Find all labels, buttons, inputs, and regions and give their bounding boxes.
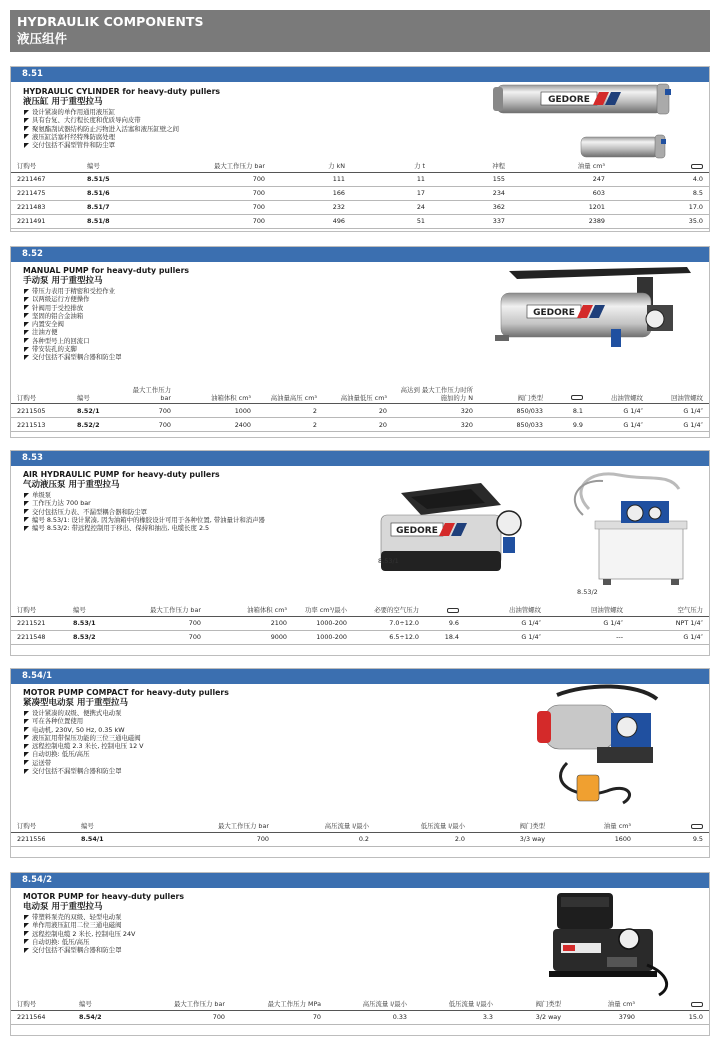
col-header: 高压流量 l/最小 [275, 823, 375, 832]
table-cell: G 1/4″ [649, 404, 709, 418]
table-cell: G 1/4″ [589, 404, 649, 418]
table-cell: --- [547, 630, 629, 644]
feature-item: 带压力表用于精密和受控作业 [23, 287, 121, 295]
section-title [23, 892, 184, 912]
section-8-54-1 [10, 668, 710, 858]
table-cell: 9.6 [425, 616, 465, 630]
table-cell: 17.0 [611, 200, 709, 214]
weight-icon [571, 395, 583, 400]
col-header: 最大工作压力 MPa [231, 1001, 327, 1010]
table-cell: 700 [135, 1010, 231, 1024]
table-cell: 20 [323, 404, 393, 418]
table-cell: 7.0÷12.0 [353, 616, 425, 630]
svg-text:GEDORE: GEDORE [396, 526, 438, 536]
order-number: 2211556 [11, 832, 75, 846]
col-header: 订购号 [11, 823, 75, 832]
table-cell: 3.3 [413, 1010, 499, 1024]
table-cell: 496 [271, 214, 351, 228]
order-number: 2211483 [11, 200, 81, 214]
col-header: 最大工作压力 bar [175, 823, 275, 832]
col-header: 阀门类型 [499, 1001, 567, 1010]
feature-item: 各种型号上的回流口 [23, 337, 121, 345]
col-header: 油箱体积 cm³ [207, 607, 293, 616]
order-number: 2211505 [11, 404, 71, 418]
col-header: 回油管螺纹 [547, 607, 629, 616]
table-cell: 111 [271, 172, 351, 186]
col-header: 油量 cm³ [567, 1001, 641, 1010]
feature-item: 单级泵 [23, 491, 265, 499]
table-cell: 700 [175, 832, 275, 846]
col-header: 功率 cm³/最小 [293, 607, 353, 616]
col-header: 油量 cm³ [551, 823, 637, 832]
table-cell: 24 [351, 200, 431, 214]
section-number: 8.54/2 [11, 873, 709, 888]
feature-item: 交付包括不漏型耦合器和防尘罩 [23, 767, 144, 775]
section-title [23, 470, 220, 490]
col-header: 高达到 最大工作压力时所施加的力 N [393, 387, 479, 404]
table-cell: 2100 [207, 616, 293, 630]
feature-item: 交付包括不漏型耦合器和防尘罩 [23, 353, 121, 361]
table-cell: 17 [351, 186, 431, 200]
feature-list [23, 913, 135, 954]
col-header: 高压流量 l/最小 [327, 1001, 413, 1010]
col-header: 低压流量 l/最小 [375, 823, 471, 832]
page-title: HYDRAULIK COMPONENTS [17, 14, 204, 29]
weight-icon [691, 824, 703, 829]
col-header: 订购号 [11, 607, 67, 616]
col-header-weight [641, 1001, 709, 1010]
col-header-weight [637, 823, 709, 832]
feature-list [23, 709, 144, 775]
col-header: 最大工作压力 bar [121, 607, 207, 616]
col-header: 高油量高压 cm³ [257, 387, 323, 404]
section-title [23, 87, 220, 107]
col-header: 力 t [351, 163, 431, 172]
table-header-row [11, 387, 709, 404]
table-cell: 3/3 way [471, 832, 551, 846]
item-code: 8.51/8 [81, 214, 171, 228]
col-header: 最大工作压力 bar [171, 163, 271, 172]
table-cell: 850/033 [479, 418, 549, 432]
table-header-row [11, 823, 709, 832]
spec-table [11, 1001, 709, 1025]
table-cell: 6.5÷12.0 [353, 630, 425, 644]
feature-item: 聚氨酯刮试器结构防止污物进入活塞和液压缸壁之间 [23, 125, 179, 133]
section-8-53 [10, 450, 710, 656]
order-number: 2211548 [11, 630, 67, 644]
table-row [11, 1010, 709, 1024]
table-cell: 1600 [551, 832, 637, 846]
table-cell: 11 [351, 172, 431, 186]
col-header-weight [611, 163, 709, 172]
table-cell: 2389 [511, 214, 611, 228]
section-title-cn: 紧凑型电动泵 用于重型拉马 [23, 698, 128, 708]
table-row [11, 200, 709, 214]
section-title-en: MOTOR PUMP COMPACT for heavy-duty pullers [23, 688, 229, 697]
table-header-row [11, 607, 709, 616]
section-title-cn: 电动泵 用于重型拉马 [23, 902, 103, 912]
col-header: 必要的空气压力 [353, 607, 425, 616]
col-header: 油箱体积 cm³ [177, 387, 257, 404]
col-header: 阀门类型 [471, 823, 551, 832]
order-number: 2211513 [11, 418, 71, 432]
page-header [10, 10, 710, 52]
table-cell: 155 [431, 172, 511, 186]
air-pump-8-53-1-image [371, 475, 531, 585]
table-cell: 9.9 [549, 418, 589, 432]
item-code: 8.53/2 [67, 630, 121, 644]
table-cell: 700 [121, 630, 207, 644]
table-cell: NPT 1/4″ [629, 616, 709, 630]
feature-item: 工作压力达 700 bar [23, 499, 265, 507]
item-code: 8.51/7 [81, 200, 171, 214]
table-cell: G 1/4″ [649, 418, 709, 432]
table-cell: 232 [271, 200, 351, 214]
table-header-row [11, 1001, 709, 1010]
order-number: 2211491 [11, 214, 81, 228]
table-cell: 2 [257, 404, 323, 418]
section-number: 8.54/1 [11, 669, 709, 684]
air-pump-8-53-2-image [559, 469, 699, 589]
col-header: 空气压力 [629, 607, 709, 616]
feature-item: 坚固的铝合金油箱 [23, 312, 121, 320]
feature-item: 编号 8.53/1: 设计紧凑, 因为油箱中的橡胶设计可用于各种位置, 带油量计和消声器 [23, 516, 265, 524]
feature-item: 运送带 [23, 759, 144, 767]
col-header: 订购号 [11, 387, 71, 404]
table-cell: 0.2 [275, 832, 375, 846]
col-header: 冲程 [431, 163, 511, 172]
image-caption: 8.53/2 [577, 588, 598, 596]
manual-pump-image [487, 261, 699, 361]
table-cell: 603 [511, 186, 611, 200]
table-cell: 700 [119, 418, 177, 432]
feature-item: 具有台复、大行程长度和优质导向皮带 [23, 116, 179, 124]
section-8-51 [10, 66, 710, 232]
col-header: 编号 [81, 163, 171, 172]
table-row [11, 418, 709, 432]
item-code: 8.52/2 [71, 418, 119, 432]
order-number: 2211475 [11, 186, 81, 200]
table-cell: 0.33 [327, 1010, 413, 1024]
table-cell: 337 [431, 214, 511, 228]
col-header-weight [425, 607, 465, 616]
section-title-en: MANUAL PUMP for heavy-duty pullers [23, 266, 190, 275]
col-header: 回油管螺纹 [649, 387, 709, 404]
table-row [11, 630, 709, 644]
motor-pump-image [547, 887, 677, 999]
section-title [23, 266, 189, 286]
order-number: 2211564 [11, 1010, 73, 1024]
table-cell: 1000 [177, 404, 257, 418]
feature-item: 电动机, 230V, 50 Hz, 0.35 kW [23, 726, 144, 734]
col-header: 编号 [67, 607, 121, 616]
weight-icon [447, 608, 459, 613]
col-header: 编号 [71, 387, 119, 404]
table-cell: 35.0 [611, 214, 709, 228]
col-header: 阀门类型 [479, 387, 549, 404]
feature-item: 交付包括压力表、不漏型耦合器和防尘罩 [23, 508, 265, 516]
feature-item: 带塑料泵壳的双级、轻型电动泵 [23, 913, 135, 921]
page-subtitle: 液压组件 [17, 31, 68, 46]
col-header: 力 kN [271, 163, 351, 172]
order-number: 2211521 [11, 616, 67, 630]
feature-item: 单作用液压缸用二位三通电磁阀 [23, 921, 135, 929]
section-title-en: AIR HYDRAULIC PUMP for heavy-duty pullers [23, 470, 220, 479]
col-header: 编号 [73, 1001, 135, 1010]
col-header: 订购号 [11, 1001, 73, 1010]
section-number: 8.53 [11, 451, 709, 466]
col-header: 最大工作压力 bar [135, 1001, 231, 1010]
table-cell: 700 [121, 616, 207, 630]
table-cell: 2 [257, 418, 323, 432]
feature-list [23, 491, 265, 532]
col-header: 最大工作压力 bar [119, 387, 177, 404]
feature-item: 自动切换: 低压/高压 [23, 938, 135, 946]
table-row [11, 832, 709, 846]
feature-item: 内置安全阀 [23, 320, 121, 328]
table-row [11, 616, 709, 630]
section-number: 8.51 [11, 67, 709, 82]
table-cell: 70 [231, 1010, 327, 1024]
feature-item: 液压缸活塞杆经特殊防腐处理 [23, 133, 179, 141]
table-cell: 700 [119, 404, 177, 418]
table-cell: 9000 [207, 630, 293, 644]
order-number: 2211467 [11, 172, 81, 186]
table-cell: 8.1 [549, 404, 589, 418]
col-header: 编号 [75, 823, 175, 832]
table-cell: 1000-200 [293, 616, 353, 630]
col-header: 高油量低压 cm³ [323, 387, 393, 404]
table-cell: 247 [511, 172, 611, 186]
col-header: 出油管螺纹 [589, 387, 649, 404]
section-title-cn: 液压缸 用于重型拉马 [23, 97, 103, 107]
weight-icon [691, 1002, 703, 1007]
table-cell: G 1/4″ [465, 616, 547, 630]
table-cell: 3790 [567, 1010, 641, 1024]
feature-item: 注油方便 [23, 328, 121, 336]
section-number: 8.52 [11, 247, 709, 262]
item-code: 8.54/2 [73, 1010, 135, 1024]
item-code: 8.51/5 [81, 172, 171, 186]
table-cell: 8.5 [611, 186, 709, 200]
section-title-cn: 手动泵 用于重型拉马 [23, 276, 103, 286]
table-header-row [11, 163, 709, 172]
col-header: 油量 cm³ [511, 163, 611, 172]
svg-text:GEDORE: GEDORE [548, 95, 590, 105]
weight-icon [691, 164, 703, 169]
table-row [11, 186, 709, 200]
feature-item: 交付包括不漏型耦合器和防尘罩 [23, 946, 135, 954]
feature-item: 以两级运行方便操作 [23, 295, 121, 303]
table-cell: 4.0 [611, 172, 709, 186]
feature-list [23, 287, 121, 362]
table-cell: 700 [171, 172, 271, 186]
section-title-en: MOTOR PUMP for heavy-duty pullers [23, 892, 185, 901]
image-caption: 8.53/1 [378, 557, 399, 565]
section-title [23, 688, 229, 708]
table-row [11, 404, 709, 418]
spec-table [11, 387, 709, 432]
table-cell: 2400 [177, 418, 257, 432]
spec-table [11, 823, 709, 847]
table-cell: G 1/4″ [465, 630, 547, 644]
item-code: 8.54/1 [75, 832, 175, 846]
table-cell: 20 [323, 418, 393, 432]
feature-list [23, 108, 179, 149]
table-cell: 700 [171, 214, 271, 228]
table-row [11, 172, 709, 186]
item-code: 8.51/6 [81, 186, 171, 200]
feature-item: 设计紧凑的双级、便携式电动泵 [23, 709, 144, 717]
feature-item: 可在各种位置使用 [23, 717, 144, 725]
feature-item: 编号 8.53/2: 带远程控制用于移出、保持和抽出, 电缆长度 2.5 [23, 524, 265, 532]
feature-item: 液压缸用带保压功能的三位三通电磁阀 [23, 734, 144, 742]
feature-item: 设计紧凑的单作用通用液压缸 [23, 108, 179, 116]
table-cell: 234 [431, 186, 511, 200]
feature-item: 带安装孔的支脚 [23, 345, 121, 353]
table-cell: 2.0 [375, 832, 471, 846]
col-header: 出油管螺纹 [465, 607, 547, 616]
col-header: 订购号 [11, 163, 81, 172]
table-cell: 700 [171, 200, 271, 214]
table-cell: 51 [351, 214, 431, 228]
feature-item: 交付包括不漏型管件和防尘罩 [23, 141, 179, 149]
spec-table [11, 607, 709, 645]
hydraulic-cylinder-image [489, 81, 689, 161]
table-cell: G 1/4″ [629, 630, 709, 644]
col-header: 低压流量 l/最小 [413, 1001, 499, 1010]
table-cell: 1201 [511, 200, 611, 214]
table-cell: G 1/4″ [589, 418, 649, 432]
item-code: 8.52/1 [71, 404, 119, 418]
table-cell: G 1/4″ [547, 616, 629, 630]
feature-item: 远程控制电缆 2 米长, 控制电压 24V [23, 930, 135, 938]
table-cell: 700 [171, 186, 271, 200]
table-cell: 1000-200 [293, 630, 353, 644]
table-cell: 850/033 [479, 404, 549, 418]
table-cell: 320 [393, 418, 479, 432]
section-title-cn: 气动液压泵 用于重型拉马 [23, 480, 120, 490]
table-row [11, 214, 709, 228]
section-8-54-2 [10, 872, 710, 1036]
svg-text:GEDORE: GEDORE [533, 308, 575, 318]
item-code: 8.53/1 [67, 616, 121, 630]
table-cell: 18.4 [425, 630, 465, 644]
table-cell: 166 [271, 186, 351, 200]
table-cell: 3/2 way [499, 1010, 567, 1024]
col-header-weight [549, 387, 589, 404]
table-cell: 320 [393, 404, 479, 418]
table-cell: 15.0 [641, 1010, 709, 1024]
feature-item: 针阀用于受控排放 [23, 304, 121, 312]
motor-pump-compact-image [527, 683, 687, 811]
section-8-52 [10, 246, 710, 438]
spec-table [11, 163, 709, 229]
section-title-en: HYDRAULIC CYLINDER for heavy-duty pullers [23, 87, 221, 96]
feature-item: 自动切换: 低压/高压 [23, 750, 144, 758]
table-cell: 9.5 [637, 832, 709, 846]
feature-item: 远程控制电缆 2.3 米长, 控制电压 12 V [23, 742, 144, 750]
table-cell: 362 [431, 200, 511, 214]
